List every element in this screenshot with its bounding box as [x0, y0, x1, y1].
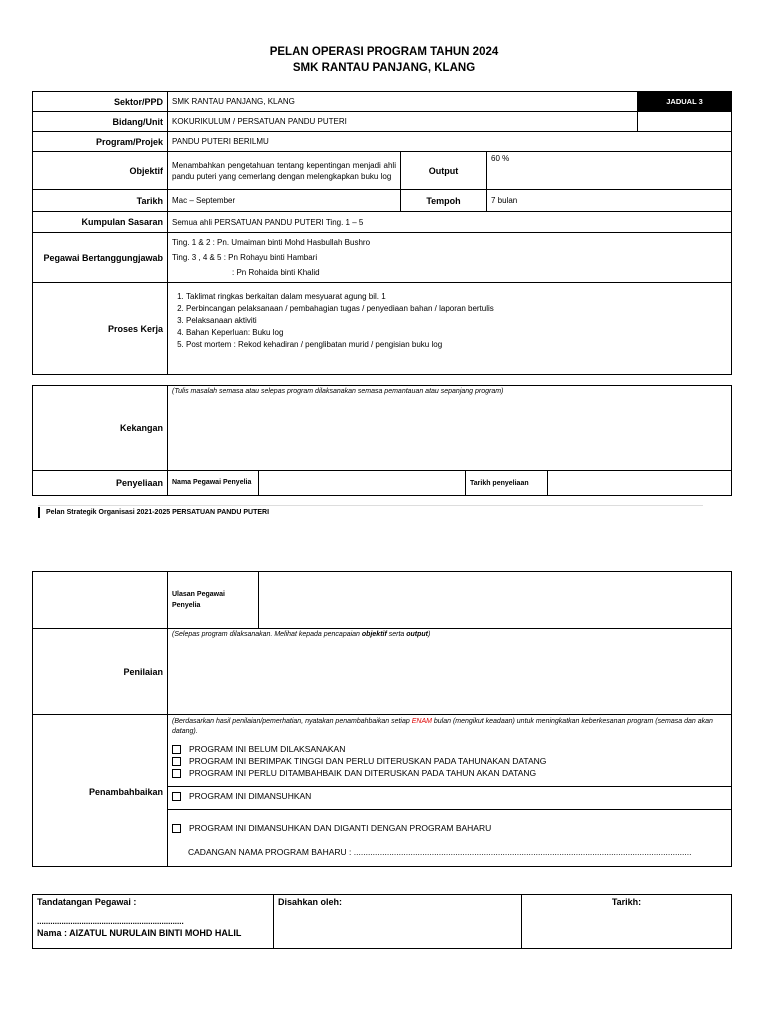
penambahbaikan-label: Penambahbaikan	[33, 715, 168, 867]
tarikh-label: Tarikh	[33, 190, 168, 212]
option-label: PROGRAM INI BELUM DILAKSANAKAN	[189, 744, 346, 754]
sektor-label: Sektor/PPD	[33, 92, 168, 112]
bidang-value: KOKURIKULUM / PERSATUAN PANDU PUTERI	[168, 112, 638, 132]
main-table	[32, 91, 732, 375]
proses-item: 1. Taklimat ringkas berkaitan dalam mesyuarat agung bil. 1	[186, 291, 727, 303]
output-label: Output	[401, 152, 487, 190]
proses-item: 5. Post mortem : Rekod kehadiran / penglibatan murid / pengisian buku log	[186, 339, 727, 351]
checkbox[interactable]	[172, 792, 181, 801]
penambahbaikan-note-b: bulan (mengikut keadaan) untuk meningkatkan keberkesanan program (semasa dan akan datang).	[172, 718, 713, 735]
penambahbaikan-note	[172, 717, 727, 737]
output-value: 60 %	[487, 152, 732, 190]
penyeliaan-label: Penyeliaan	[33, 471, 168, 496]
pegawai-line1: Ting. 1 & 2 : Pn. Umaiman binti Mohd Hasbullah Bushro	[172, 238, 371, 247]
nama-pegawai-value	[259, 471, 466, 496]
checkbox[interactable]	[172, 769, 181, 778]
penilaian-note	[168, 629, 732, 715]
pegawai-line3: : Pn Rohaida binti Khalid	[232, 268, 320, 277]
option-dimansuhkan[interactable]	[172, 790, 727, 802]
tempoh-value: 7 bulan	[487, 190, 732, 212]
tarikh-penyeliaan-value	[548, 471, 732, 496]
ulasan-pegawai-label: Ulasan Pegawai Penyelia	[168, 572, 259, 629]
cadangan-nama-program: CADANGAN NAMA PROGRAM BAHARU : ...............................................................................................................................................	[188, 847, 692, 857]
option-belum[interactable]	[172, 743, 727, 755]
option-diganti[interactable]	[172, 822, 727, 834]
penilaian-empty-label	[33, 572, 168, 629]
objektif-value: Menambahkan pengetahuan tentang kepentingan menjadi ahli pandu puteri yang cemerlang dengan melengkapkan buku log	[168, 152, 401, 190]
option-label: PROGRAM INI DIMANSUHKAN DAN DIGANTI DENGAN PROGRAM BAHARU	[189, 823, 492, 833]
kekangan-label: Kekangan	[33, 386, 168, 471]
disahkan-oleh: Disahkan oleh:	[274, 895, 522, 949]
tempoh-label: Tempoh	[401, 190, 487, 212]
pegawai-line2: Ting. 3 , 4 & 5 : Pn Rohayu binti Hambari	[172, 253, 318, 262]
option-label: PROGRAM INI DIMANSUHKAN	[189, 791, 312, 801]
jadual-badge: JADUAL 3	[638, 92, 732, 112]
nama-pegawai-penyelia: Nama Pegawai Penyelia	[168, 471, 259, 496]
penilaian-label: Penilaian	[33, 629, 168, 715]
proses-item: 4. Bahan Keperluan: Buku log	[186, 327, 727, 339]
jadual-empty-cell	[638, 112, 732, 132]
bidang-label: Bidang/Unit	[33, 112, 168, 132]
pegawai-label: Pegawai Bertanggungjawab	[33, 233, 168, 283]
tarikh-penyeliaan-label: Tarikh penyeliaan	[466, 471, 548, 496]
pegawai-value	[168, 233, 732, 283]
penambahbaikan-options-cell	[168, 715, 732, 787]
penilaian-note-objektif: objektif	[361, 631, 387, 638]
footer-note: Pelan Strategik Organisasi 2021-2025 PERSATUAN PANDU PUTERI	[38, 507, 269, 518]
program-label: Program/Projek	[33, 132, 168, 152]
proses-item: 3. Pelaksanaan aktiviti	[186, 315, 727, 327]
sasaran-value: Semua ahli PERSATUAN PANDU PUTERI Ting. 1 – 5	[168, 212, 732, 233]
option-ditambahbaik[interactable]	[172, 767, 727, 779]
doc-title-line1: PELAN OPERASI PROGRAM TAHUN 2024	[269, 46, 499, 58]
proses-item: 2. Perbincangan pelaksanaan / pembahagian tugas / penyediaan bahan / laporan bertulis	[186, 303, 727, 315]
proses-value	[168, 283, 732, 375]
penilaian-note-c: serta	[386, 631, 407, 638]
tarikh-value: Mac – September	[168, 190, 401, 212]
option-berimpak[interactable]	[172, 755, 727, 767]
option-dimansuhkan-cell	[168, 787, 732, 810]
kekangan-table	[32, 385, 732, 496]
doc-title-line2: SMK RANTAU PANJANG, KLANG	[292, 62, 476, 74]
tandatangan-label: Tandatangan Pegawai :	[37, 897, 137, 907]
signature-dots: ..................................................................	[37, 917, 184, 926]
checkbox[interactable]	[172, 824, 181, 833]
tandatangan-cell	[33, 895, 274, 949]
signature-table	[32, 894, 732, 949]
proses-label: Proses Kerja	[33, 283, 168, 375]
penambahbaikan-note-a: (Berdasarkan hasil penilaian/pemerhatian, nyatakan penambahbaikan setiap	[172, 718, 412, 725]
sasaran-label: Kumpulan Sasaran	[33, 212, 168, 233]
penilaian-note-e: )	[428, 631, 431, 638]
tarikh-sign: Tarikh:	[522, 895, 732, 949]
penilaian-table	[32, 571, 732, 867]
sektor-value: SMK RANTAU PANJANG, KLANG	[168, 92, 638, 112]
checkbox[interactable]	[172, 745, 181, 754]
footer-divider	[38, 505, 703, 506]
penilaian-note-output: output	[406, 631, 429, 638]
penambahbaikan-note-enam: ENAM	[411, 718, 432, 725]
option-label: PROGRAM INI PERLU DITAMBAHBAIK DAN DITERUSKAN PADA TAHUN AKAN DATANG	[189, 768, 537, 778]
nama-pegawai: Nama : AIZATUL NURULAIN BINTI MOHD HALIL	[37, 928, 242, 938]
option-label: PROGRAM INI BERIMPAK TINGGI DAN PERLU DITERUSKAN PADA TAHUNAKAN DATANG	[189, 756, 547, 766]
checkbox[interactable]	[172, 757, 181, 766]
objektif-label: Objektif	[33, 152, 168, 190]
option-diganti-cell	[168, 810, 732, 867]
kekangan-note: (Tulis masalah semasa atau selepas program dilaksanakan semasa pemantauan atau sepanjang program)	[168, 386, 732, 471]
proses-list	[172, 291, 727, 351]
ulasan-pegawai-value	[259, 572, 732, 629]
program-value: PANDU PUTERI BERILMU	[168, 132, 732, 152]
penilaian-note-a: (Selepas program dilaksanakan. Melihat kepada pencapaian	[172, 631, 362, 638]
